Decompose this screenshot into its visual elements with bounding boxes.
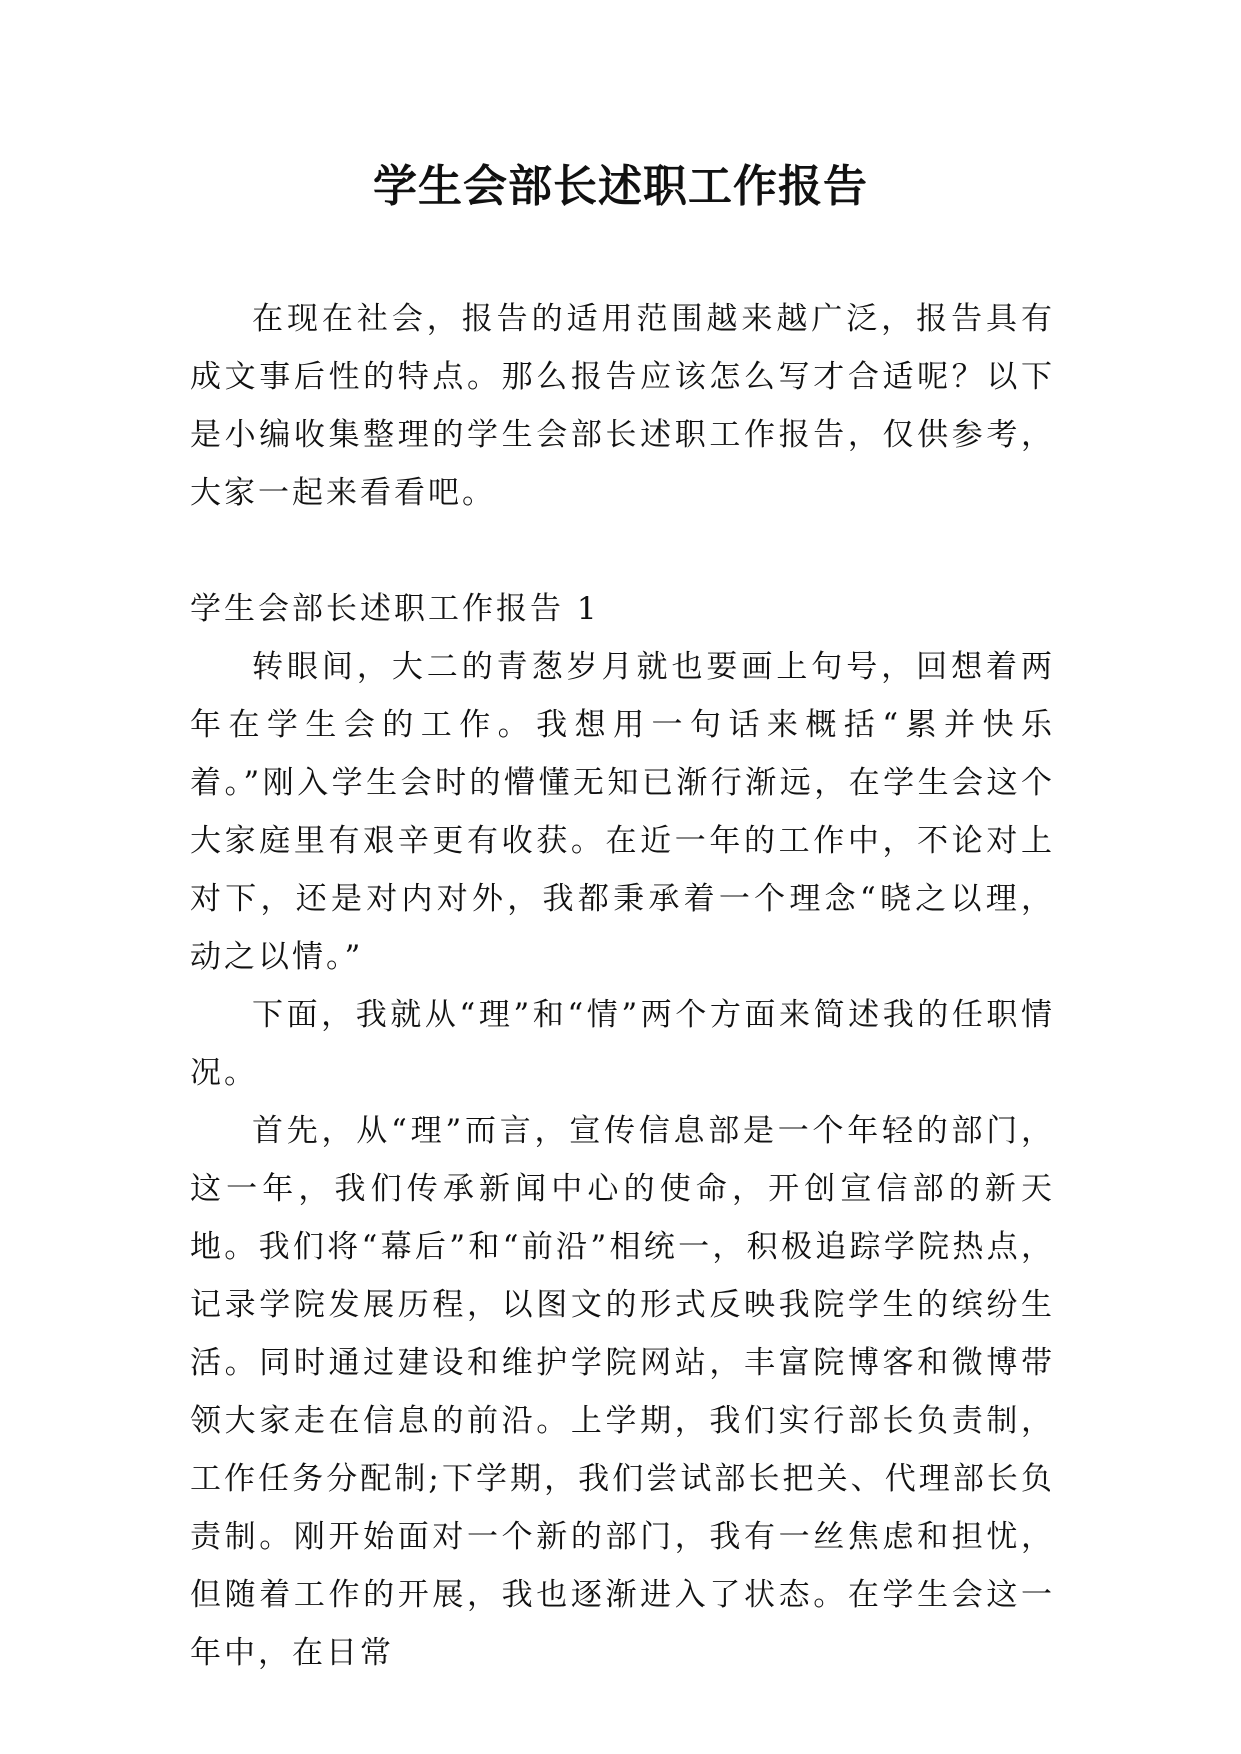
document-title: 学生会部长述职工作报告 [373,161,868,212]
paragraph-spacer [190,522,1055,580]
section-heading: 学生会部长述职工作报告 1 [190,591,600,627]
body-paragraph-2: 下面，我就从“理”和“情”两个方面来简述我的任职情况。 [190,997,1055,1091]
intro-paragraph: 在现在社会，报告的适用范围越来越广泛，报告具有成文事后性的特点。那么报告应该怎么写才合适呢？以下是小编收集整理的学生会部长述职工作报告，仅供参考，大家一起来看看吧。 [190,301,1055,511]
body-paragraph-1: 转眼间，大二的青葱岁月就也要画上句号，回想着两年在学生会的工作。我想用一句话来概括“累并快乐着。”刚入学生会时的懵懂无知已渐行渐远，在学生会这个大家庭里有艰辛更有收获。在近一年的工作中，不论对上对下，还是对内对外，我都秉承着一个理念“晓之以理，动之以情。” [190,649,1055,975]
body-paragraph-3: 首先，从“理”而言，宣传信息部是一个年轻的部门，这一年，我们传承新闻中心的使命，开创宣信部的新天地。我们将“幕后”和“前沿”相统一，积极追踪学院热点，记录学院发展历程，以图文的形式反映我院学生的缤纷生活。同时通过建设和维护学院网站，丰富院博客和微博带领大家走在信息的前沿。上学期，我们实行部长负责制，工作任务分配制;下学期，我们尝试部长把关、代理部长负责制。刚开始面对一个新的部门，我有一丝焦虑和担忧，但随着工作的开展，我也逐渐进入了状态。在学生会这一年中，在日常 [190,1113,1055,1671]
document-body [190,290,1055,1682]
